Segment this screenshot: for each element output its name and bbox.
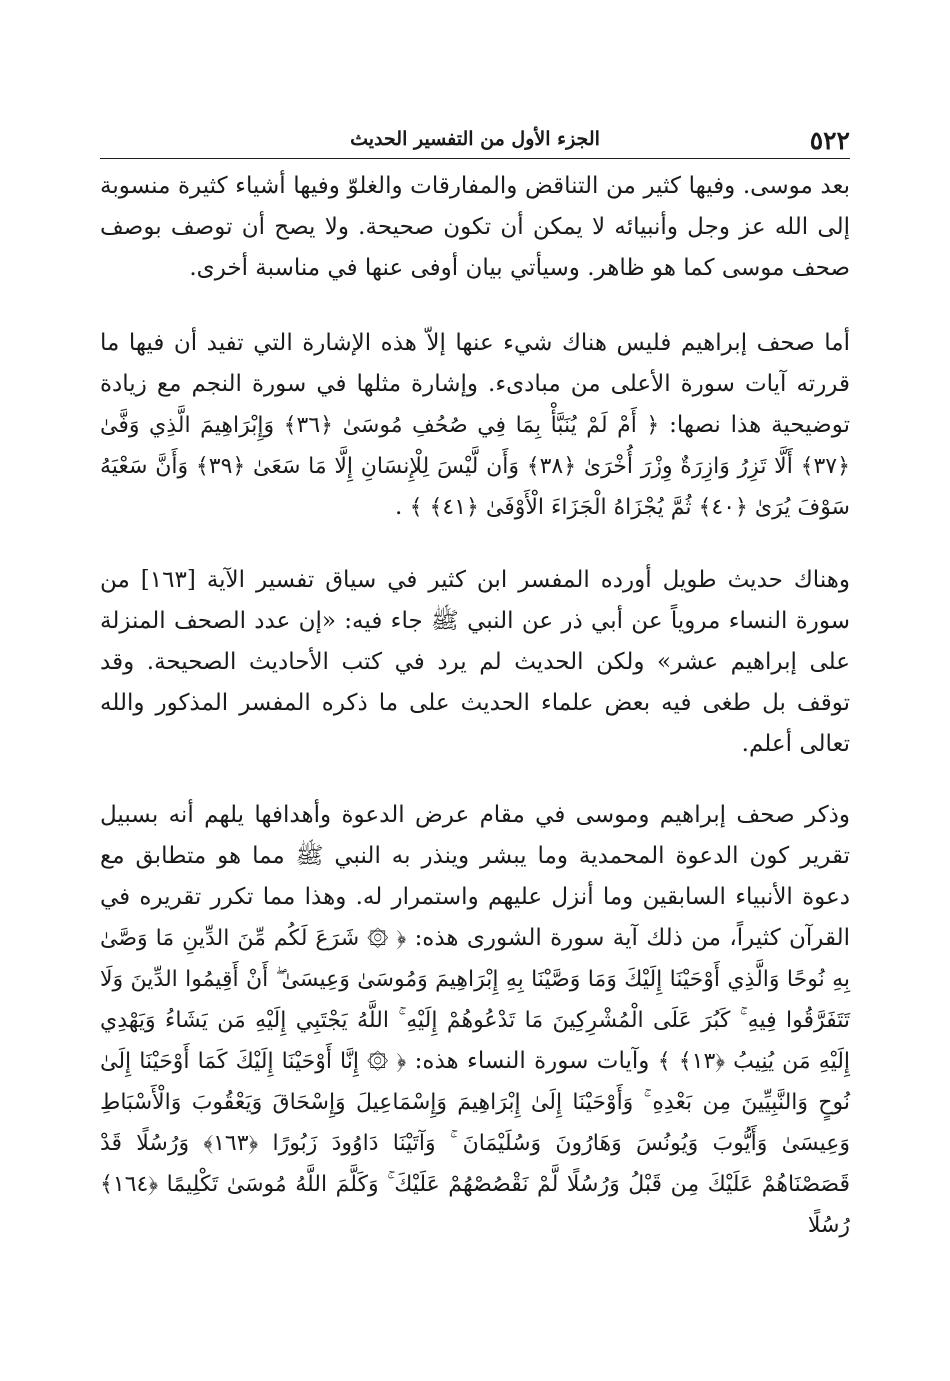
running-title: الجزء الأول من التفسير الحديث bbox=[350, 128, 600, 150]
page-body bbox=[100, 166, 850, 1246]
page-header bbox=[100, 122, 850, 158]
quran-quote-najm: ﴿ أَمْ لَمْ يُنَبَّأْ بِمَا فِي صُحُفِ مُوسَىٰ ﴿٣٦﴾ وَإِبْرَاهِيمَ الَّذِي وَفَّىٰ ﴿٣٧﴾ أَلَّا تَزِرُ وَازِرَةٌ وِزْرَ أُخْرَىٰ ﴿٣٨﴾ وَأَن لَّيْسَ لِلْإِنسَانِ إِلَّا مَا سَعَىٰ ﴿٣٩﴾ وَأَنَّ سَعْيَهُ سَوْفَ يُرَىٰ ﴿٤٠﴾ ثُمَّ يُجْزَاهُ الْجَزَاءَ الْأَوْفَىٰ ﴿٤١﴾ ﴾ bbox=[100, 413, 851, 520]
paragraph-4-middle: وآيات سورة النساء هذه: bbox=[414, 1048, 650, 1074]
paragraph-3-text: وهناك حديث طويل أورده المفسر ابن كثير في سياق تفسير الآية [١٦٣] من سورة النساء مروياً عن أبي ذر عن النبي ﷺ جاء فيه: «إن عدد الصحف المنزلة على إبراهيم عشر» ولكن الحديث لم يرد في كتب الأحاديث الصحيحة. وقد توقف بل طغى فيه بعض علماء الحديث على ما ذكره المفسر المذكور والله تعالى أعلم. bbox=[100, 567, 850, 757]
paragraph-2-outro: . bbox=[394, 494, 403, 520]
paragraph-2 bbox=[100, 323, 850, 528]
paragraph-2-intro: أما صحف إبراهيم فليس هناك شيء عنها إلاّ هذه الإشارة التي تفيد أن فيها ما قررته آيات سورة الأعلى من مبادىء. وإشارة مثلها في سورة النجم مع زيادة توضيحية هذا نصها: bbox=[100, 330, 850, 438]
quran-quote-shura: ﴿ ۞ شَرَعَ لَكُم مِّنَ الدِّينِ مَا وَصَّىٰ بِهِ نُوحًا وَالَّذِي أَوْحَيْنَا إِلَيْكَ وَمَا وَصَّيْنَا بِهِ إِبْرَاهِيمَ وَمُوسَىٰ وَعِيسَىٰ ۖ أَنْ أَقِيمُوا الدِّينَ وَلَا تَتَفَرَّقُوا فِيهِ ۚ كَبُرَ عَلَى الْمُشْرِكِينَ مَا تَدْعُوهُمْ إِلَيْهِ ۚ اللَّهُ يَجْتَبِي إِلَيْهِ مَن يَشَاءُ وَيَهْدِي إِلَيْهِ مَن يُنِيبُ ﴿١٣﴾ ﴾ bbox=[100, 926, 851, 1074]
paragraph-3 bbox=[100, 560, 850, 765]
paragraph-1 bbox=[100, 166, 850, 289]
page-number: ٥٢٢ bbox=[809, 126, 850, 155]
header-rule bbox=[100, 158, 850, 159]
quran-quote-nisa: ﴿ ۞ إِنَّا أَوْحَيْنَا إِلَيْكَ كَمَا أَوْحَيْنَا إِلَىٰ نُوحٍ وَالنَّبِيِّينَ مِن بَعْدِهِ ۚ وَأَوْحَيْنَا إِلَىٰ إِبْرَاهِيمَ وَإِسْمَاعِيلَ وَإِسْحَاقَ وَيَعْقُوبَ وَالْأَسْبَاطِ وَعِيسَىٰ وَأَيُّوبَ وَيُونُسَ وَهَارُونَ وَسُلَيْمَانَ ۚ وَآتَيْنَا دَاوُودَ زَبُورًا ﴿١٦٣﴾ وَرُسُلًا قَدْ قَصَصْنَاهُمْ عَلَيْكَ مِن قَبْلُ وَرُسُلًا لَّمْ نَقْصُصْهُمْ عَلَيْكَ ۚ وَكَلَّمَ اللَّهُ مُوسَىٰ تَكْلِيمًا ﴿١٦٤﴾ رُسُلًا bbox=[100, 1049, 851, 1238]
paragraph-1-text: بعد موسى. وفيها كثير من التناقض والمفارقات والغلوّ وفيها أشياء كثيرة منسوبة إلى الله عز وجل وأنبيائه لا يمكن أن تكون صحيحة. ولا يصح أن توصف بوصف صحف موسى كما هو ظاهر. وسيأتي بيان أوفى عنها في مناسبة أخرى. bbox=[100, 173, 850, 281]
paragraph-4-intro: وذكر صحف إبراهيم وموسى في مقام عرض الدعوة وأهدافها يلهم أنه بسبيل تقرير كون الدعوة المحمدية وما يبشر وينذر به النبي ﷺ مما هو متطابق مع دعوة الأنبياء السابقين وما أنزل عليهم واستمرار له. وهذا مما تكرر تقريره في القرآن كثيراً، من ذلك آية سورة الشورى هذه: bbox=[100, 802, 850, 951]
paragraph-4 bbox=[100, 795, 850, 1246]
